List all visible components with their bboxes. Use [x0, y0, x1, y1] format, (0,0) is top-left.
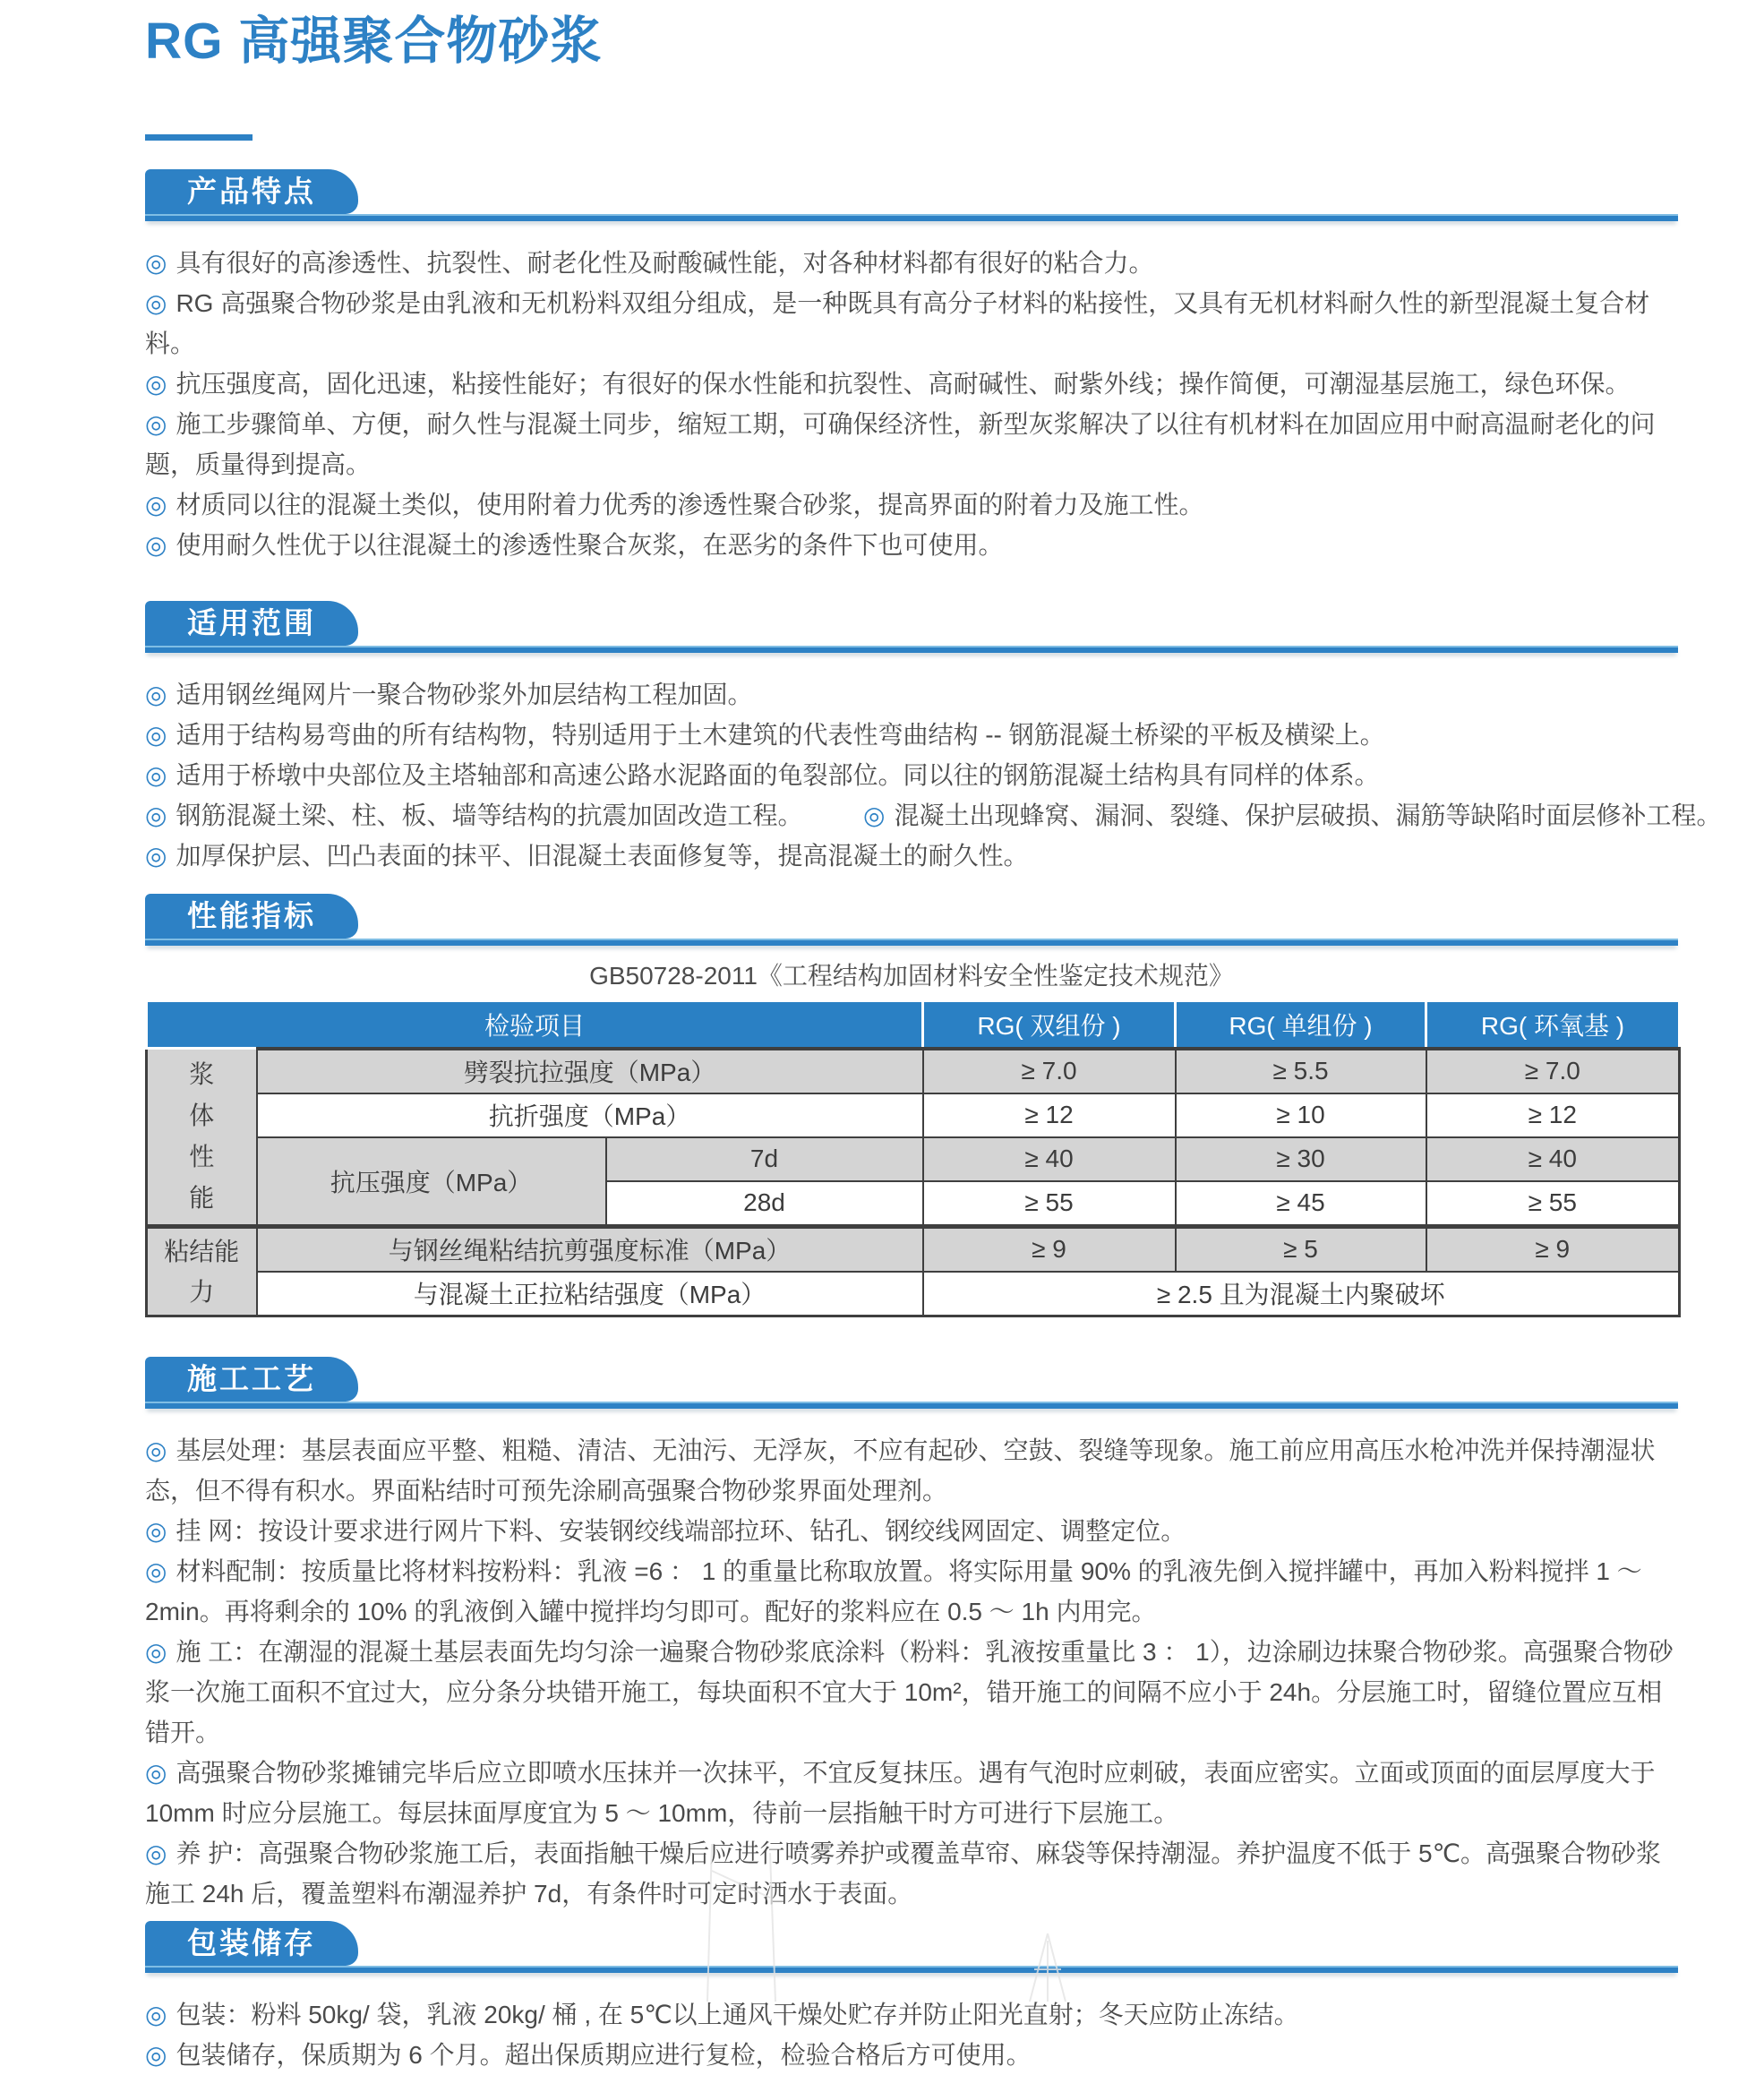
section-process — [145, 1357, 1678, 1914]
bullet-icon: ◎ — [145, 680, 167, 708]
value-cell: ≥ 12 — [1426, 1093, 1680, 1137]
performance-table — [145, 999, 1681, 1317]
section-rule — [145, 214, 1678, 221]
group-cell-paste: 浆体性能 — [147, 1049, 257, 1227]
value-cell-span: ≥ 2.5 且为混凝土内聚破坏 — [923, 1272, 1680, 1316]
value-cell: ≥ 9 — [923, 1226, 1176, 1272]
value-cell: ≥ 30 — [1176, 1137, 1426, 1181]
bullet-icon: ◎ — [145, 2000, 167, 2028]
value-cell: ≥ 5 — [1176, 1226, 1426, 1272]
section-performance — [145, 894, 1678, 1317]
list-item-text: 包装：粉料 50kg/ 袋，乳液 20kg/ 桶 , 在 5℃以上通风干燥处贮存并防止阳光直射；冬天应防止冻结。 — [176, 2000, 1299, 2028]
header-cell-item: 检验项目 — [147, 1000, 923, 1049]
header-cell-rge: RG( 环氧基 ) — [1426, 1000, 1680, 1049]
value-cell: ≥ 10 — [1176, 1093, 1426, 1137]
value-cell: ≥ 7.0 — [1426, 1049, 1680, 1093]
list-item-text: 施 工：在潮湿的混凝土基层表面先均匀涂一遍聚合物砂浆底涂料（粉料：乳液按重量比 3 ： 1），边涂刷边抹聚合物砂浆。高强聚合物砂浆一次施工面积不宜过大，应分条分块错开施工，每块面积不宜大于 10m²，错开施工的间隔不应小于 24h。分层施工时，留缝位置应互相错开。 — [145, 1637, 1674, 1746]
value-cell: ≥ 9 — [1426, 1226, 1680, 1272]
bullet-icon: ◎ — [145, 1436, 167, 1464]
list-item-text: 材料配制：按质量比将材料按粉料：乳液 =6 ： 1 的重量比称取放置。将实际用量 90% 的乳液先倒入搅拌罐中，再加入粉料搅拌 1 ～ 2min。再将剩余的 10% 的乳液倒入罐中搅拌均匀即可。配好的浆料应在 0.5 ～ 1h 内用完。 — [145, 1556, 1642, 1625]
list-item — [145, 836, 1678, 876]
bullet-icon: ◎ — [145, 409, 167, 438]
list-item-text: 材质同以往的混凝土类似，使用附着力优秀的渗透性聚合砂浆，提高界面的附着力及施工性。 — [176, 490, 1204, 519]
pair-right — [863, 795, 1721, 836]
item-cell-compressive: 抗压强度（MPa） — [257, 1137, 606, 1227]
list-item — [145, 1511, 1678, 1551]
section-rule — [145, 1402, 1678, 1409]
list-item-text: 养 护：高强聚合物砂浆施工后，表面指触干燥后应进行喷雾养护或覆盖草帘、麻袋等保持潮湿。养护温度不低于 5℃。高强聚合物砂浆施工 24h 后，覆盖塑料布潮湿养护 7d，有条件时可定时洒水于表面。 — [145, 1839, 1662, 1908]
table-row — [147, 1272, 1680, 1316]
list-item-text: 高强聚合物砂浆摊铺完毕后应立即喷水压抹并一次抹平，不宜反复抹压。遇有气泡时应刺破，表面应密实。立面或顶面的面层厚度大于 10mm 时应分层施工。每层抹面厚度宜为 5 ～ 10mm，待前一层指触干时方可进行下层施工。 — [145, 1758, 1656, 1827]
list-item-text: 具有很好的高渗透性、抗裂性、耐老化性及耐酸碱性能，对各种材料都有很好的粘合力。 — [176, 248, 1154, 277]
list-item-text: 适用钢丝绳网片一聚合物砂浆外加层结构工程加固。 — [176, 680, 753, 708]
section-heading-packaging — [145, 1921, 1678, 1973]
table-row — [147, 1093, 1680, 1137]
sub-cell-28d: 28d — [606, 1181, 923, 1227]
list-item — [145, 755, 1678, 795]
pair-left — [145, 802, 802, 829]
table-caption: GB50728-2011《工程结构加固材料安全性鉴定技术规范》 — [589, 961, 1234, 990]
bullet-icon: ◎ — [863, 801, 886, 829]
value-cell: ≥ 40 — [1426, 1137, 1680, 1181]
bullet-icon: ◎ — [145, 1516, 167, 1545]
section-rule — [145, 939, 1678, 946]
bullet-icon: ◎ — [145, 490, 167, 519]
bullet-icon: ◎ — [145, 1758, 167, 1787]
list-item — [145, 404, 1678, 484]
section-rule — [145, 646, 1678, 653]
item-cell: 与混凝土正拉粘结强度（MPa） — [257, 1272, 923, 1316]
value-cell: ≥ 12 — [923, 1093, 1176, 1137]
list-item — [145, 1994, 1678, 2035]
list-item-text: 挂 网：按设计要求进行网片下料、安装钢绞线端部拉环、钻孔、钢绞线网固定、调整定位。 — [176, 1516, 1186, 1545]
list-item-text: 使用耐久性优于以往混凝土的渗透性聚合灰浆，在恶劣的条件下也可使用。 — [176, 530, 1004, 559]
list-item-text: 抗压强度高，固化迅速，粘接性能好；有很好的保水性能和抗裂性、高耐碱性、耐紫外线；操作简便，可潮湿基层施工，绿色环保。 — [176, 369, 1631, 398]
list-item — [145, 715, 1678, 755]
section-badge: 包装储存 — [145, 1921, 358, 1966]
list-item — [145, 525, 1678, 565]
list-item — [145, 1430, 1678, 1511]
bullet-icon: ◎ — [145, 720, 167, 749]
list-item-text: 包装储存，保质期为 6 个月。超出保质期应进行复检，检验合格后方可使用。 — [176, 2040, 1032, 2069]
header-cell-rg2: RG( 双组份 ) — [923, 1000, 1176, 1049]
bullet-icon: ◎ — [145, 801, 167, 829]
section-badge: 产品特点 — [145, 169, 358, 214]
item-cell: 与钢丝绳粘结抗剪强度标准（MPa） — [257, 1226, 923, 1272]
list-item-text: 钢筋混凝土梁、柱、板、墙等结构的抗震加固改造工程。 — [176, 801, 803, 829]
section-heading-process — [145, 1357, 1678, 1409]
table-row — [147, 1226, 1680, 1272]
section-heading-scope — [145, 601, 1678, 653]
header-cell-rg1: RG( 单组份 ) — [1176, 1000, 1426, 1049]
section-rule — [145, 1966, 1678, 1973]
bullet-icon: ◎ — [145, 1556, 167, 1585]
list-item-text: 适用于桥墩中央部位及主塔轴部和高速公路水泥路面的龟裂部位。同以往的钢筋混凝土结构具有同样的体系。 — [176, 760, 1380, 789]
section-scope — [145, 601, 1722, 876]
list-item-text: RG 高强聚合物砂浆是由乳液和无机粉料双组分组成，是一种既具有高分子材料的粘接性，又具有无机材料耐久性的新型混凝土复合材料。 — [145, 288, 1650, 357]
list-item-text: 混凝土出现蜂窝、漏洞、裂缝、保护层破损、漏筋等缺陷时面层修补工程。 — [894, 801, 1722, 829]
item-cell: 劈裂抗拉强度（MPa） — [257, 1049, 923, 1093]
page-title: RG 高强聚合物砂浆 — [145, 13, 603, 70]
table-row — [147, 1049, 1680, 1093]
list-item — [145, 1551, 1678, 1632]
bullet-icon: ◎ — [145, 760, 167, 789]
list-item-text: 基层处理：基层表面应平整、粗糙、清洁、无油污、无浮灰，不应有起砂、空鼓、裂缝等现象。施工前应用高压水枪冲洗并保持潮湿状态，但不得有积水。界面粘结时可预先涂刷高强聚合物砂浆界面处理剂。 — [145, 1436, 1656, 1505]
document-page — [0, 13, 1764, 2075]
table-header-row — [147, 1000, 1680, 1049]
section-heading-features — [145, 169, 1678, 221]
list-item — [145, 674, 1678, 715]
list-item — [145, 1632, 1678, 1753]
section-badge: 施工工艺 — [145, 1357, 358, 1402]
value-cell: ≥ 5.5 — [1176, 1049, 1426, 1093]
bullet-icon: ◎ — [145, 1637, 167, 1666]
list-item — [145, 243, 1678, 283]
list-item — [145, 283, 1678, 364]
bullet-icon: ◎ — [145, 248, 167, 277]
list-item — [145, 364, 1678, 404]
bullet-icon: ◎ — [145, 369, 167, 398]
list-item-text: 适用于结构易弯曲的所有结构物，特别适用于土木建筑的代表性弯曲结构 -- 钢筋混凝土桥梁的平板及横梁上。 — [176, 720, 1385, 749]
list-item-pair — [145, 795, 1722, 836]
section-packaging — [145, 1921, 1678, 2075]
bullet-icon: ◎ — [145, 288, 167, 317]
list-item — [145, 1833, 1678, 1914]
group-cell-bond: 粘结能力 — [147, 1226, 257, 1316]
value-cell: ≥ 40 — [923, 1137, 1176, 1181]
value-cell: ≥ 55 — [1426, 1181, 1680, 1227]
features-list — [145, 243, 1678, 565]
item-cell: 抗折强度（MPa） — [257, 1093, 923, 1137]
value-cell: ≥ 45 — [1176, 1181, 1426, 1227]
section-badge: 适用范围 — [145, 601, 358, 646]
section-badge: 性能指标 — [145, 894, 358, 939]
list-item — [145, 1753, 1678, 1833]
packaging-list — [145, 1994, 1678, 2075]
bullet-icon: ◎ — [145, 530, 167, 559]
bullet-icon: ◎ — [145, 2040, 167, 2069]
section-features — [145, 169, 1678, 565]
sub-cell-7d: 7d — [606, 1137, 923, 1181]
list-item-text: 加厚保护层、凹凸表面的抹平、旧混凝土表面修复等，提高混凝土的耐久性。 — [176, 841, 1029, 870]
list-item — [145, 484, 1678, 525]
section-heading-performance — [145, 894, 1678, 946]
value-cell: ≥ 7.0 — [923, 1049, 1176, 1093]
scope-list — [145, 674, 1722, 876]
value-cell: ≥ 55 — [923, 1181, 1176, 1227]
list-item — [145, 2035, 1678, 2075]
bullet-icon: ◎ — [145, 841, 167, 870]
table-row — [147, 1137, 1680, 1181]
list-item-text: 施工步骤简单、方便，耐久性与混凝土同步，缩短工期，可确保经济性，新型灰浆解决了以往有机材料在加固应用中耐高温耐老化的问题，质量得到提高。 — [145, 409, 1656, 478]
bullet-icon: ◎ — [145, 1839, 167, 1867]
process-list — [145, 1430, 1678, 1914]
title-underline — [145, 134, 253, 141]
